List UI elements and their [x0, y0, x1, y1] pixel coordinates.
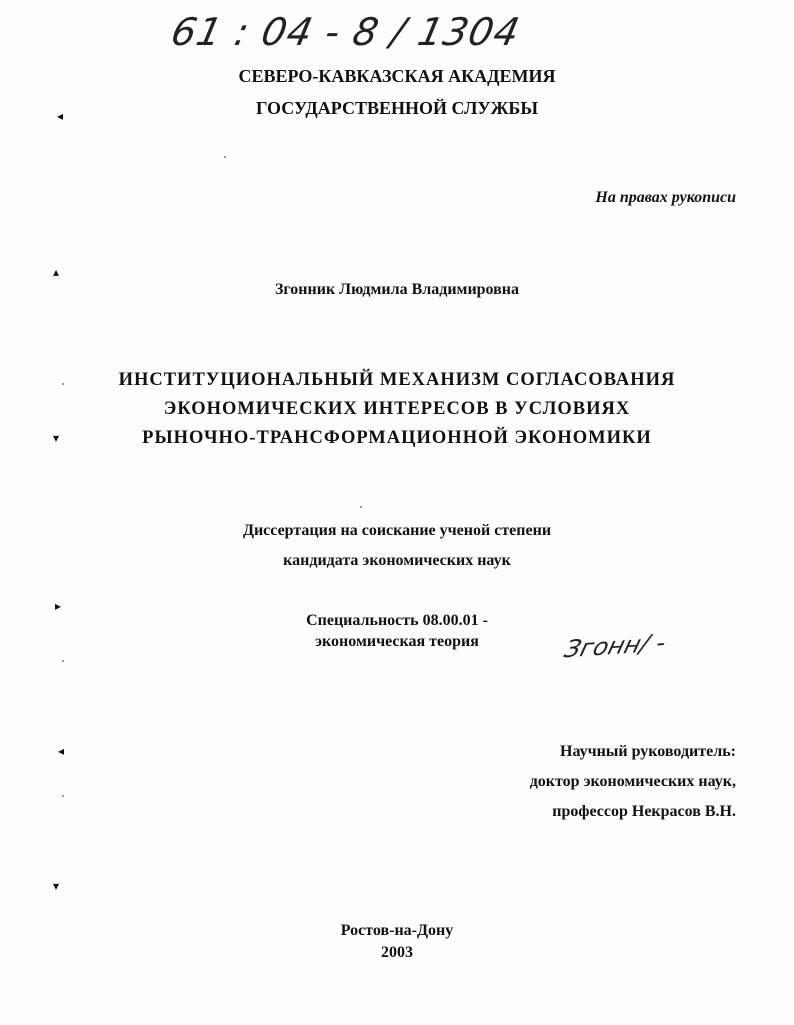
bullet-mark-icon: ▸ — [55, 599, 62, 613]
scan-speck — [62, 383, 64, 385]
bullet-mark-icon: ◂ — [57, 109, 64, 123]
bullet-mark-icon: ▴ — [53, 265, 60, 279]
scan-speck — [62, 660, 64, 662]
handwritten-signature: Згонн/ - — [561, 628, 669, 664]
year: 2003 — [381, 944, 413, 961]
manuscript-note: На правах рукописи — [595, 189, 736, 206]
city: Ростов-на-Дону — [340, 922, 454, 939]
degree-line-2: кандидата экономических наук — [283, 552, 511, 569]
scan-speck — [360, 506, 362, 508]
thesis-title-line-2: ЭКОНОМИЧЕСКИХ ИНТЕРЕСОВ В УСЛОВИЯХ — [163, 399, 631, 419]
supervisor-name: профессор Некрасов В.Н. — [552, 803, 736, 820]
supervisor-degree: доктор экономических наук, — [529, 773, 736, 790]
supervisor-label: Научный руководитель: — [560, 743, 736, 760]
thesis-title-line-3: РЫНОЧНО-ТРАНСФОРМАЦИОННОЙ ЭКОНОМИКИ — [142, 428, 652, 448]
specialty-line-1: Специальность 08.00.01 - — [306, 612, 488, 629]
bullet-mark-icon: ▾ — [53, 431, 60, 445]
thesis-title-line-1: ИНСТИТУЦИОНАЛЬНЫЙ МЕХАНИЗМ СОГЛАСОВАНИЯ — [118, 370, 676, 390]
archive-code: 61 : 04 - 8 / 1304 — [167, 10, 525, 54]
institution-line-1: СЕВЕРО-КАВКАЗСКАЯ АКАДЕМИЯ — [238, 66, 556, 86]
specialty-line-2: экономическая теория — [315, 633, 479, 650]
institution-line-2: ГОСУДАРСТВЕННОЙ СЛУЖБЫ — [255, 98, 539, 118]
bullet-mark-icon: ▾ — [53, 879, 60, 893]
scan-speck — [224, 156, 226, 158]
degree-line-1: Диссертация на соискание ученой степени — [242, 522, 552, 539]
author-name: Згонник Людмила Владимировна — [274, 281, 520, 298]
bullet-mark-icon: ◂ — [58, 744, 65, 758]
scan-speck — [62, 795, 64, 797]
